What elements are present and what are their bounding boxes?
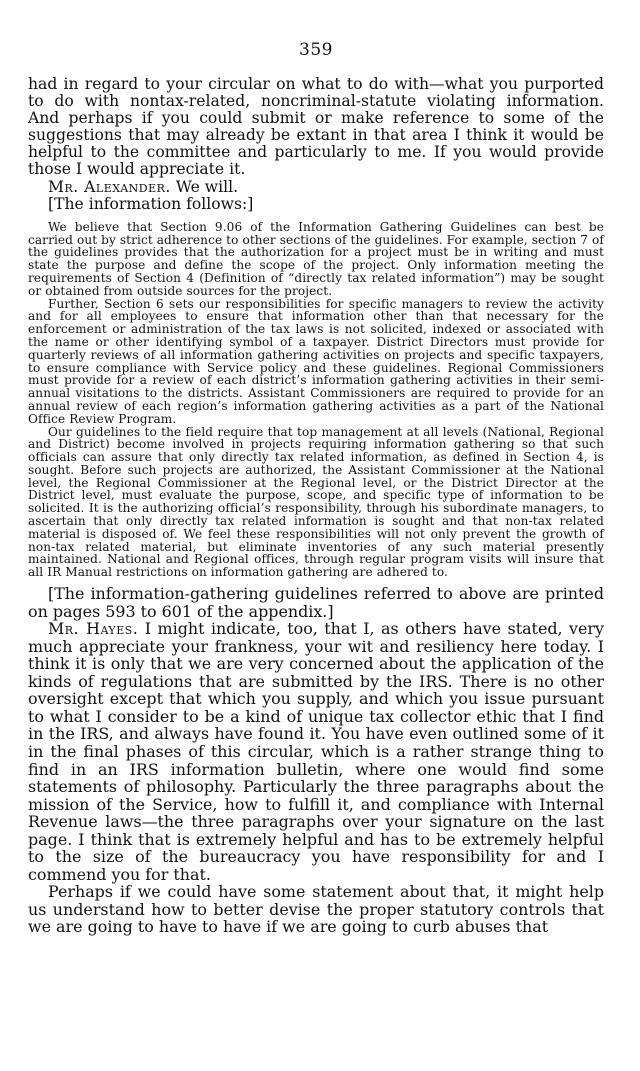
opening-paragraph: had in regard to your circular on what to do with—what you purported to do with nontax-related, noncriminal-statute violating information. And perhaps if you could submit or make reference to some of the suggestions that may already be extant in that area I think it would be helpful to the committee and particularly to me. If you would provide those I would appreciate it.	[28, 75, 604, 179]
hayes-statement	[28, 620, 604, 883]
hayes-followup: Perhaps if we could have some statement about that, it might help us understand how to better devise the proper statutory controls that we are going to have to have if we are going to curb abuses that	[28, 882, 604, 937]
inserted-paragraph: Further, Section 6 sets our responsibilities for specific managers to review the activity and for all employees to ensure that information other than that necessary for the enforcement or administration of the tax laws is not solicited, indexed or associated with the name or other identifying symbol of a taxpayer. District Directors must provide for quarterly reviews of all information gathering activities on projects and specific taxpayers, to ensure compliance with Service policy and these guidelines. Regional Commissioners must provide for a review of each district’s information gathering activities in their semi-annual visitations to the districts. Assistant Commissioners are required to provide for an annual review of each region’s information gathering activities as a part of the National Office Review Program.	[28, 296, 604, 426]
hayes-text: I might indicate, too, that I, as others have stated, very much appreciate your frankness, your wit and resiliency here today. I think it is only that we are very concerned about the application of the kinds of regulations that are submitted by the IRS. There is no other oversight except that which you supply, and which you issue pursuant to what I consider to be a kind of unique tax collector ethic that I find in the IRS, and always have found it. You have even outlined some of it in the final phases of this circular, which is a rather strange thing to find in an IRS information bulletin, where one would find some statements of philosophy. Particularly the three paragraphs about the mission of the Service, how to fulfill it, and compliance with Internal Revenue laws—the three paragraphs over your signature on the last page. I think that is extremely helpful and has to be extremely helpful to the size of the bureaucracy you have responsibility for and I commend you for that.	[28, 619, 605, 884]
appendix-note: [The information-gathering guidelines referred to above are printed on pages 593 to 601 of the appendix.]	[28, 584, 604, 621]
alexander-text: We will.	[170, 177, 239, 196]
page-number: 359	[299, 40, 333, 60]
inserted-information	[28, 221, 604, 579]
inserted-paragraph: Our guidelines to the field require that top management at all levels (National, Regional and District) become involved in projects requiring information gathering so that such officials can assure that only directly tax related information, as defined in Section 4, is sought. Before such projects are authorized, the Assistant Commissioner at the National level, the Regional Commissioner at the Regional level, or the District Director at the District level, must evaluate the purpose, scope, and specific type of information to be solicited. It is the authorizing official’s responsibility, through his subordinate managers, to ascertain that only directly tax related information is sought and that non-tax related material is disposed of. We feel these responsibilities will not only prevent the growth of non-tax related material, but eliminate inventories of any such material presently maintained. National and Regional offices, through regular program visits will insure that all IR Manual restrictions on information gathering are adhered to.	[28, 424, 604, 580]
alexander-statement	[28, 179, 604, 196]
information-follows-note: [The information follows:]	[48, 194, 254, 213]
alexander-speaker: Mr. Alexander.	[48, 177, 171, 196]
hayes-speaker: Mr. Hayes.	[48, 619, 139, 639]
inserted-paragraph: We believe that Section 9.06 of the Information Gathering Guidelines can best be carried out by strict adherence to other sections of the guidelines. For example, section 7 of the guidelines provides that the authorization for a project must be in writing and must state the purpose and define the scope of the project. Only information meeting the requirements of Section 4 (Definition of “directly tax related information”) may be sought or obtained from outside sources for the project.	[28, 219, 604, 298]
hayes-section	[28, 585, 604, 936]
